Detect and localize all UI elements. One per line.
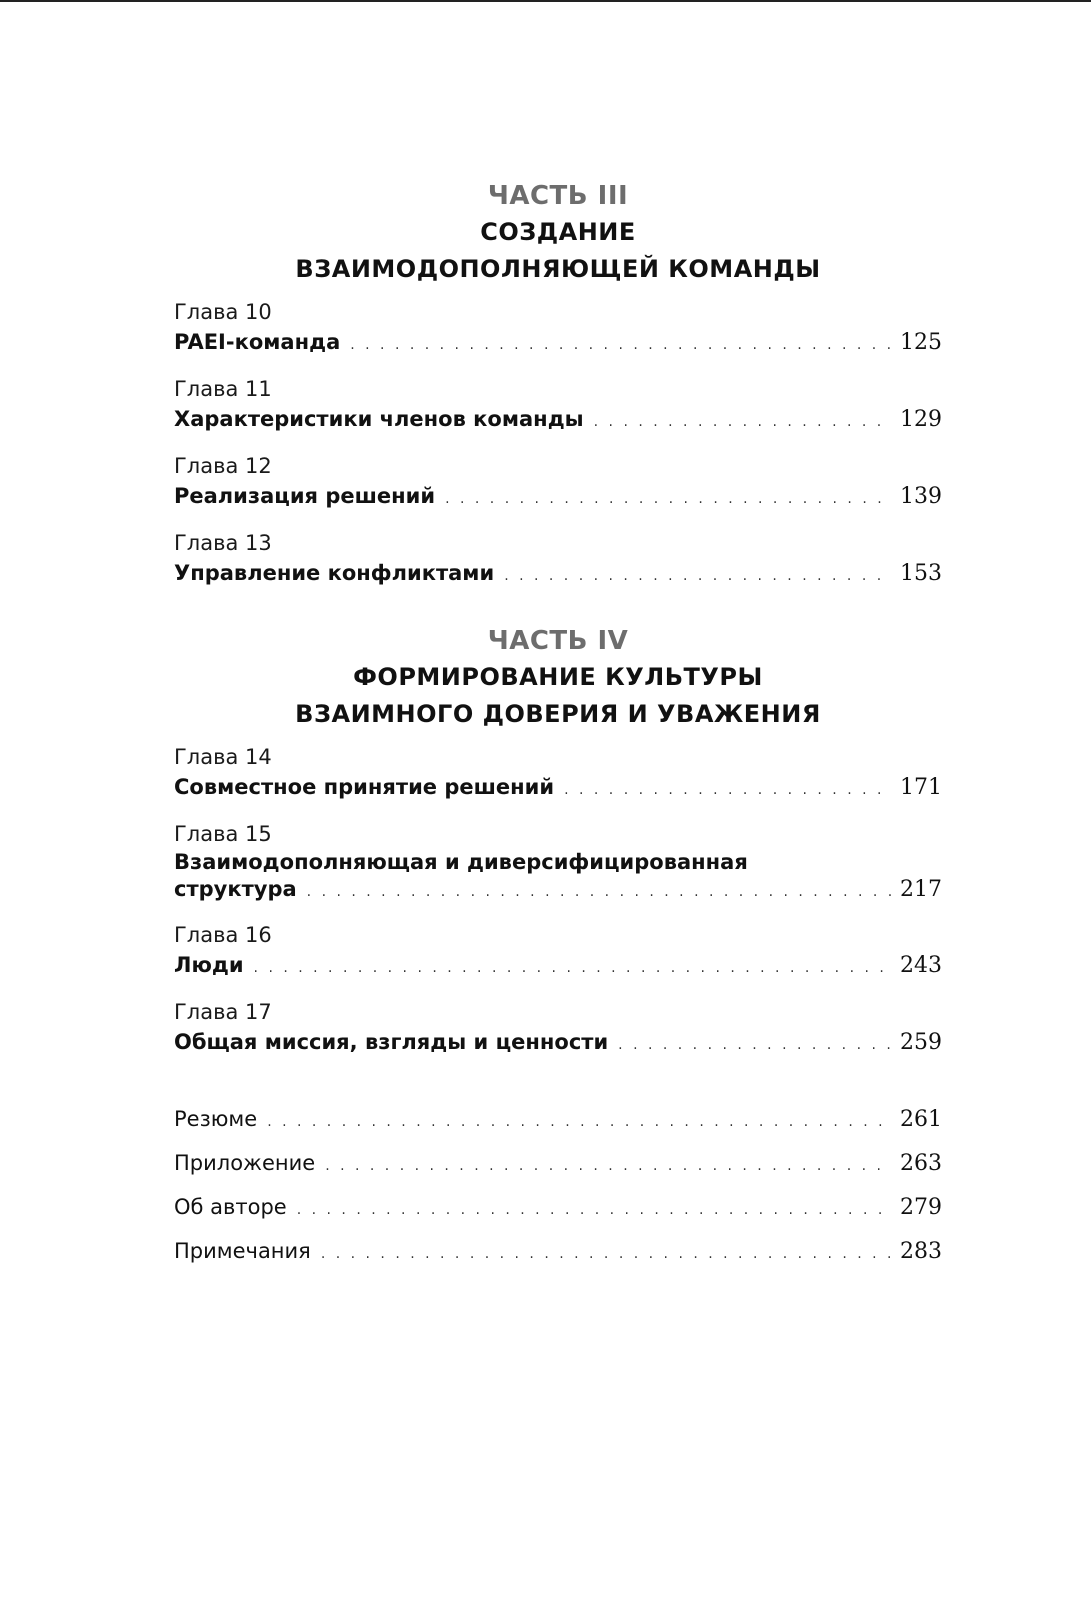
back-matter-title: Резюме	[174, 1107, 258, 1131]
part-title-line: ВЗАИМОДОПОЛНЯЮЩЕЙ КОМАНДЫ	[295, 255, 821, 283]
table-of-contents	[174, 178, 942, 1280]
chapter-title: Общая миссия, взгляды и ценности	[174, 1030, 609, 1054]
page-number: 217	[900, 877, 942, 902]
dot-leader	[594, 407, 892, 437]
part-title	[174, 659, 942, 733]
chapter-entry[interactable]	[174, 819, 942, 906]
chapter-entry[interactable]	[174, 742, 942, 805]
chapter-entry[interactable]	[174, 374, 942, 437]
toc-row	[174, 327, 942, 360]
page-number: 243	[900, 953, 942, 978]
chapter-title-first-line: Взаимодополняющая и диверсифицированная	[174, 850, 748, 874]
chapter-title: Управление конфликтами	[174, 561, 495, 585]
back-matter-entry[interactable]	[174, 1192, 942, 1225]
part-heading	[174, 178, 942, 288]
back-matter-title: Об авторе	[174, 1195, 287, 1219]
chapter-title: структура	[174, 877, 297, 901]
part-title-line: ВЗАИМНОГО ДОВЕРИЯ И УВАЖЕНИЯ	[295, 700, 821, 728]
chapter-entry[interactable]	[174, 297, 942, 360]
page-number: 279	[900, 1195, 942, 1220]
chapter-label: Глава 16	[174, 923, 272, 947]
dot-leader	[445, 484, 892, 514]
page-number: 259	[900, 1030, 942, 1055]
chapter-label: Глава 10	[174, 300, 272, 324]
page-number: 171	[900, 775, 942, 800]
part-label: ЧАСТЬ IV	[487, 626, 629, 656]
dot-leader	[254, 953, 892, 983]
chapter-label: Глава 14	[174, 745, 272, 769]
chapter-label: Глава 13	[174, 531, 272, 555]
dot-leader	[307, 878, 892, 906]
page-number: 129	[900, 407, 942, 432]
part-title	[174, 214, 942, 288]
chapter-list	[174, 297, 942, 591]
chapter-entry[interactable]	[174, 997, 942, 1060]
back-matter-title: Приложение	[174, 1151, 316, 1175]
back-matter-entry[interactable]	[174, 1104, 942, 1137]
dot-leader	[504, 561, 892, 591]
chapter-label: Глава 17	[174, 1000, 272, 1024]
chapter-label: Глава 12	[174, 454, 272, 478]
top-rule	[0, 0, 1091, 2]
chapter-title: Характеристики членов команды	[174, 407, 584, 431]
part-spacer	[174, 605, 942, 623]
dot-leader	[564, 775, 892, 805]
chapter-title: Реализация решений	[174, 484, 436, 508]
page-number: 263	[900, 1151, 942, 1176]
chapter-label: Глава 11	[174, 377, 272, 401]
dot-leader	[297, 1195, 892, 1225]
dot-leader	[267, 1107, 892, 1137]
chapter-entry[interactable]	[174, 451, 942, 514]
back-matter-entry[interactable]	[174, 1148, 942, 1181]
page-number: 125	[900, 330, 942, 355]
chapter-entry[interactable]	[174, 528, 942, 591]
part-label: ЧАСТЬ III	[487, 181, 629, 211]
back-matter-list	[174, 1104, 942, 1269]
back-matter-title: Примечания	[174, 1239, 311, 1263]
chapter-entry[interactable]	[174, 920, 942, 983]
toc-row	[174, 875, 942, 906]
toc-row	[174, 558, 942, 591]
toc-row	[174, 481, 942, 514]
page-number: 283	[900, 1239, 942, 1264]
chapter-title: Люди	[174, 953, 244, 977]
part-title-line: СОЗДАНИЕ	[480, 218, 636, 246]
dot-leader	[350, 330, 892, 360]
toc-row	[174, 1027, 942, 1060]
chapter-title: Совместное принятие решений	[174, 775, 555, 799]
back-matter-entry[interactable]	[174, 1236, 942, 1269]
part-heading	[174, 623, 942, 733]
toc-row	[174, 404, 942, 437]
page-number: 139	[900, 484, 942, 509]
toc-row	[174, 950, 942, 983]
chapter-list	[174, 742, 942, 1060]
dot-leader	[325, 1151, 892, 1181]
page-number: 261	[900, 1107, 942, 1132]
dot-leader	[618, 1030, 892, 1060]
page-number: 153	[900, 561, 942, 586]
part-title-line: ФОРМИРОВАНИЕ КУЛЬТУРЫ	[353, 663, 763, 691]
chapter-title: PAEI-команда	[174, 330, 341, 354]
dot-leader	[321, 1239, 892, 1269]
toc-row	[174, 772, 942, 805]
chapter-label: Глава 15	[174, 822, 272, 846]
